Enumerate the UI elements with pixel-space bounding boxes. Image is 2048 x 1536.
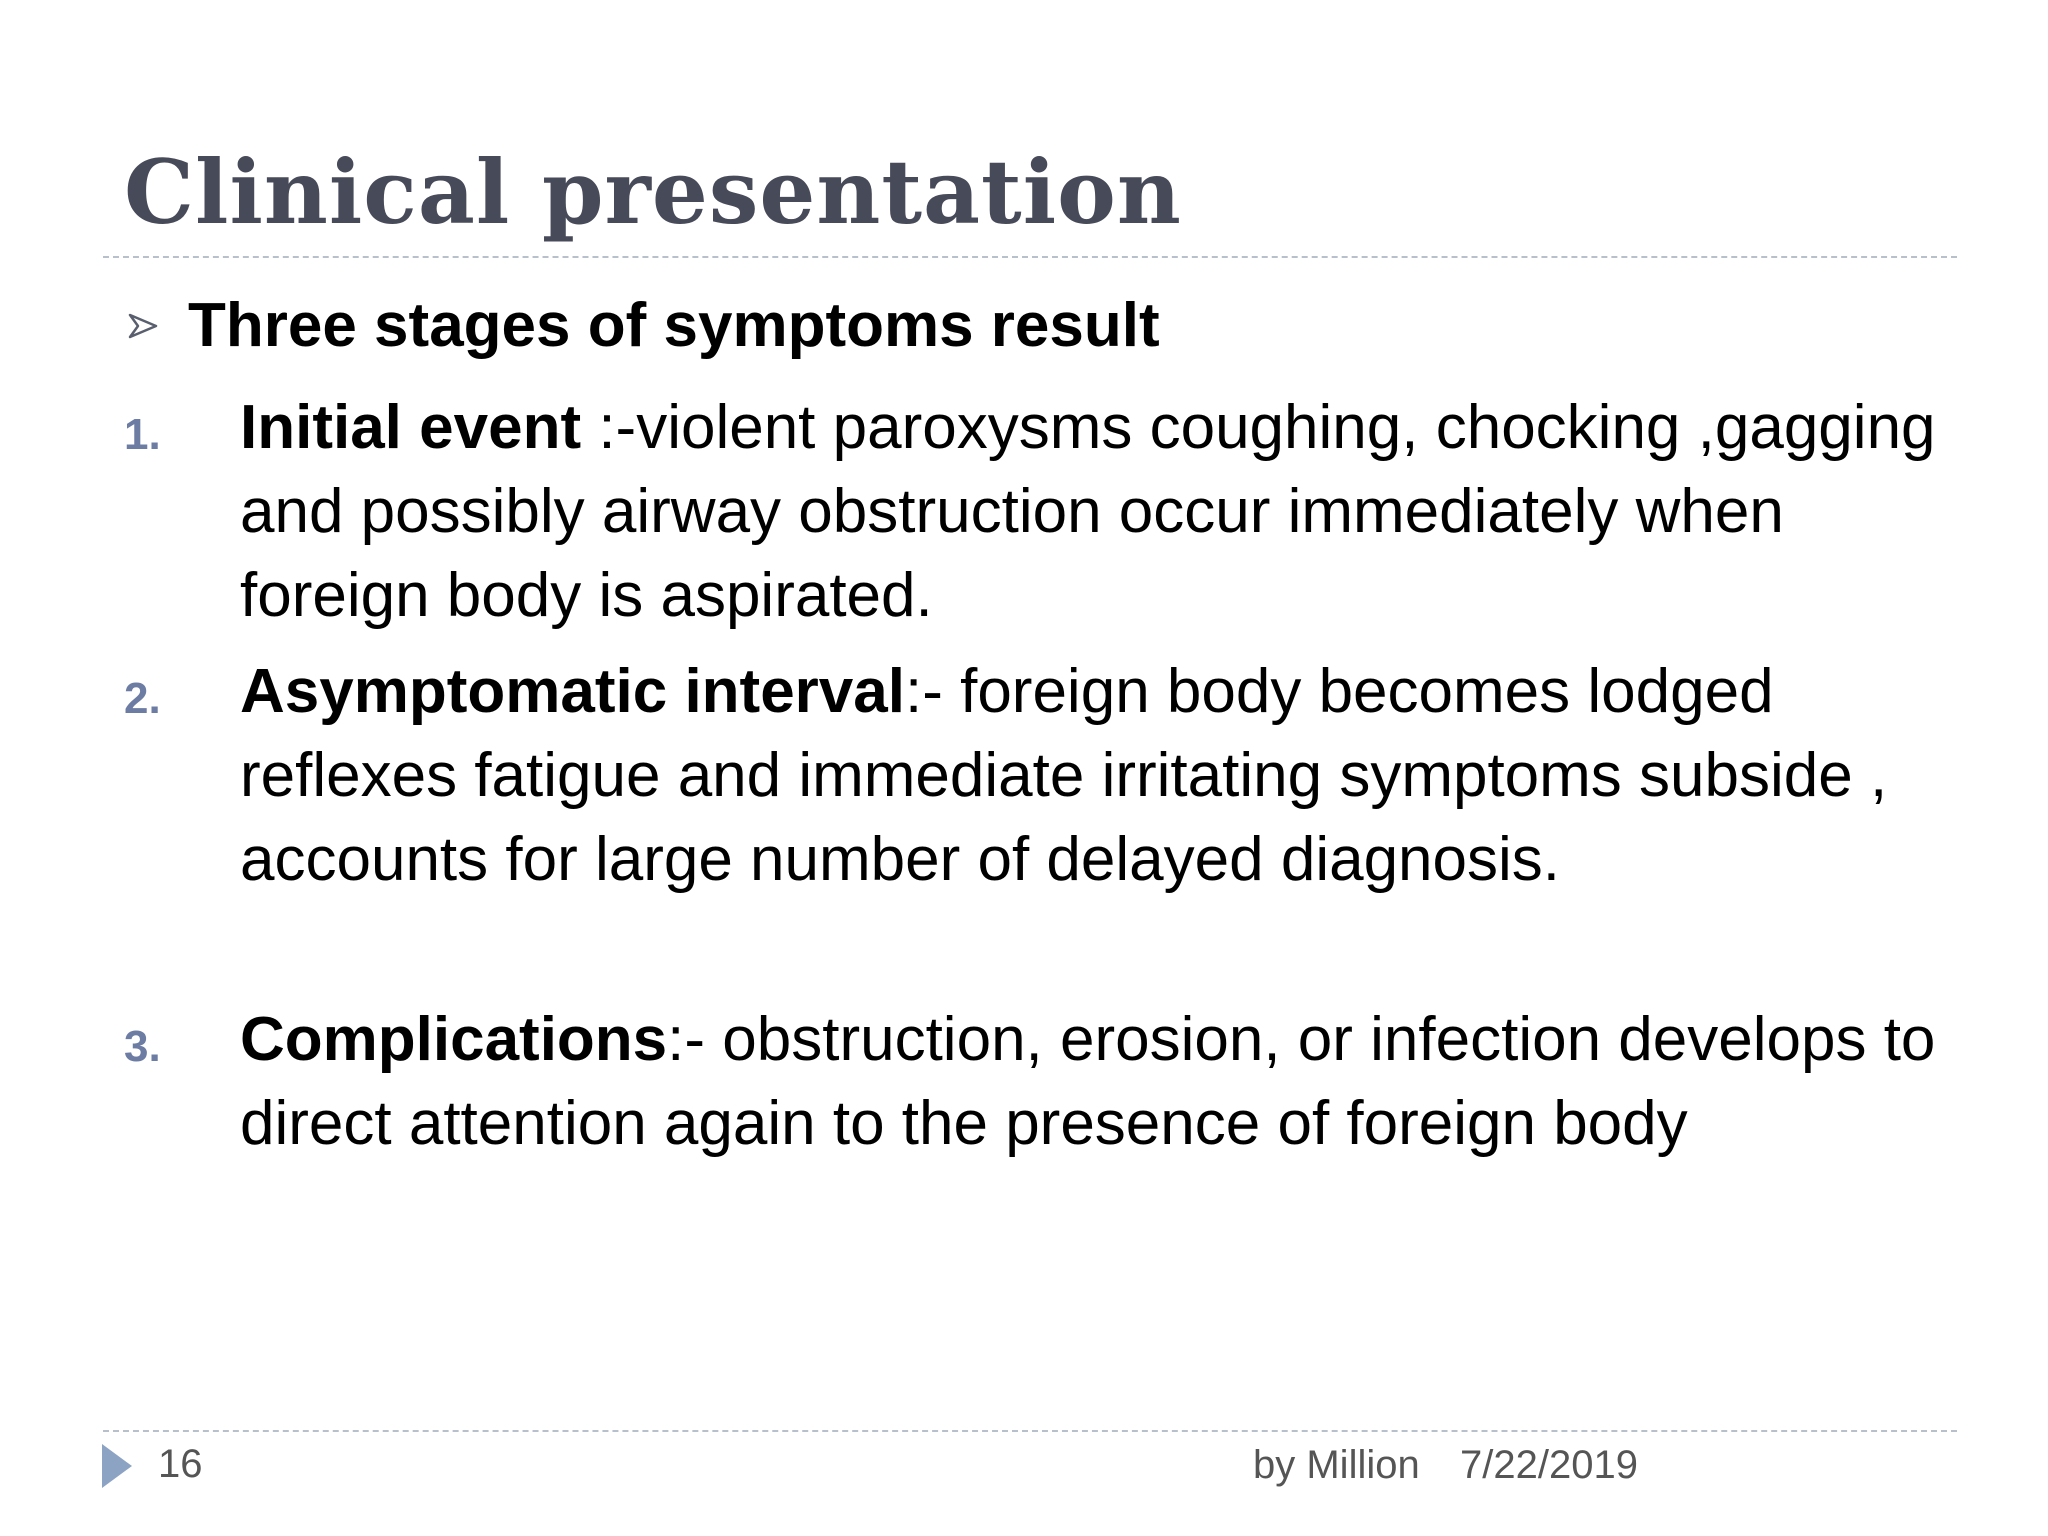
item-term: Complications — [240, 1005, 668, 1074]
item-body — [240, 386, 1940, 638]
item-number: 3. — [124, 1022, 161, 1071]
page-number: 16 — [158, 1442, 203, 1486]
footer-author: by Million — [1253, 1443, 1420, 1487]
item-text: :-violent paroxysms coughing, chocking ,gagging and possibly airway obstruction occur immediately when foreign body is aspirated. — [240, 393, 1936, 630]
item-number: 1. — [124, 410, 161, 459]
item-term: Initial event — [240, 393, 582, 462]
footer-date: 7/22/2019 — [1460, 1443, 1638, 1487]
item-body — [240, 650, 1940, 902]
lead-bullet — [126, 290, 1160, 361]
item-body — [240, 998, 1940, 1166]
item-number: 2. — [124, 674, 161, 723]
title-divider — [103, 256, 1957, 258]
slide-title: Clinical presentation — [124, 140, 1182, 244]
triangle-marker-icon — [102, 1444, 132, 1488]
lead-bullet-text: Three stages of symptoms result — [188, 291, 1160, 360]
item-text: :- obstruction, erosion, or infection develops to direct attention again to the presence of foreign body — [240, 1005, 1936, 1158]
item-term: Asymptomatic interval — [240, 657, 905, 726]
footer-divider — [103, 1430, 1957, 1432]
item-text: :- foreign body becomes lodged reflexes fatigue and immediate irritating symptoms subside , accounts for large number of delayed diagnosis. — [240, 657, 1888, 894]
arrow-bullet-icon — [126, 309, 160, 343]
